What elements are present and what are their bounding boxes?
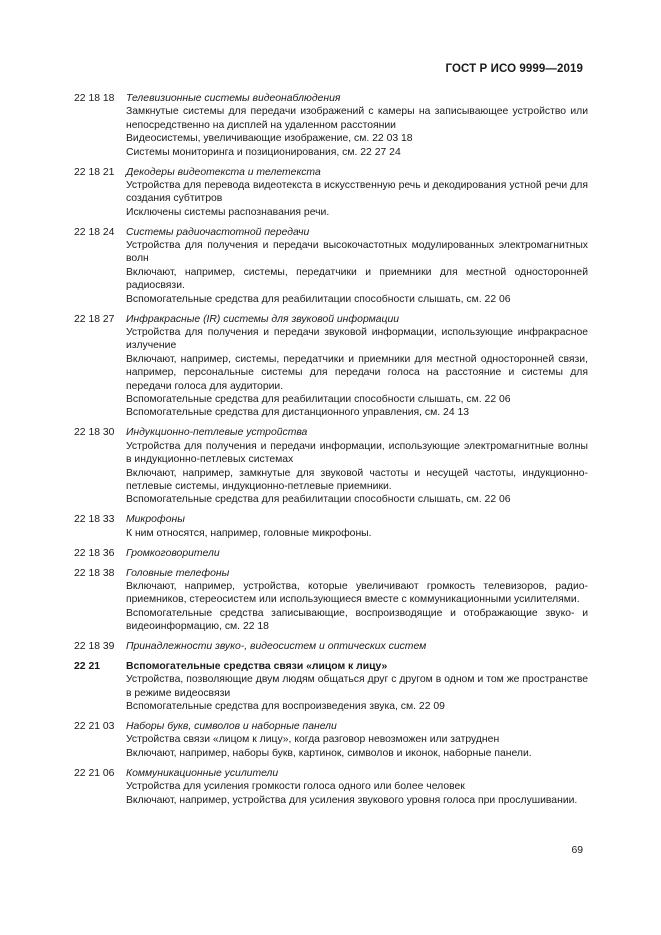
entry-title: Системы радиочастотной передачи [126,226,310,238]
entry-description: Устройства, позволяющие двум людям общаться друг с другом в одном и том же пространстве в режиме видеосвязи [126,674,588,699]
entry-body [126,720,588,760]
entry-title: Громкоговорители [126,547,220,559]
classification-entry [74,92,588,159]
entry-description: Устройства связи «лицом к лицу», когда разговор невозможен или затруднен [126,734,500,746]
entry-title: Индукционно-петлевые устройства [126,427,308,439]
entry-code: 22 18 30 [74,427,115,439]
document-header: ГОСТ Р ИСО 9999—2019 [445,63,583,75]
entry-code: 22 18 24 [74,226,115,238]
entry-description: Системы мониторинга и позиционирования, см. 22 27 24 [126,146,401,158]
entry-description: Вспомогательные средства для реабилитации способности слышать, см. 22 06 [126,394,511,406]
entry-body [126,767,588,807]
entry-description: Вспомогательные средства для реабилитации способности слышать, см. 22 06 [126,494,511,506]
classification-entry [74,313,588,420]
entry-description: Устройства для перевода видеотекста в искусственную речь и декодирования устной речи для создания субтитров [126,179,588,205]
entry-code: 22 18 21 [74,166,115,178]
entry-code: 22 18 18 [74,93,115,104]
entry-code: 22 18 39 [74,641,115,653]
entry-body [126,640,588,653]
entry-description: Вспомогательные средства для реабилитации способности слышать, см. 22 06 [126,293,511,305]
entry-description: Включают, например, устройства, которые увеличивают громкость телевизоров, радиоприемников, стереосистем или использующиеся вместе с коммуникационными усилителями. [126,580,588,606]
classification-entry [74,640,588,653]
entry-description: Вспомогательные средства для дистанционного управления, см. 24 13 [126,407,470,419]
entry-code: 22 18 33 [74,514,115,526]
classification-list [74,92,588,814]
entry-description: Включают, например, системы, передатчики и приемники для местной односторонней связи, например, персональные системы для передачи голоса на расстояние и системы для передачи голоса для аудитории. [126,353,588,392]
entry-description: Замкнутые системы для передачи изображений с камеры на записывающее устройство или непосредственно на дисплей на удаленном расстоянии [126,106,588,131]
classification-entry [74,567,588,634]
entry-body [126,547,588,560]
classification-entry [74,426,588,506]
entry-description: Включают, например, наборы букв, картинок, символов и иконок, наборные панели. [126,747,532,759]
classification-entry [74,166,588,220]
entry-code: 22 21 06 [74,767,115,779]
entry-body [126,226,588,306]
entry-title: Телевизионные системы видеонаблюдения [126,93,341,104]
entry-body [126,166,588,220]
entry-body [126,426,588,506]
entry-title: Инфракрасные (IR) системы для звуковой информации [126,313,400,325]
entry-description: Включают, например, устройства для усиления звукового уровня голоса при прослушивании. [126,794,578,806]
entry-title: Принадлежности звуко-, видеосистем и оптических систем [126,641,427,653]
classification-entry [74,660,588,714]
classification-entry [74,226,588,306]
entry-code: 22 21 [74,660,101,672]
page-number: 69 [571,845,583,856]
entry-title: Головные телефоны [126,567,230,579]
entry-body [126,567,588,634]
entry-description: Включают, например, замкнутые для звуковой частоты и несущей частоты, индукционно-петлевые системы, индукционно-петлевые приемники. [126,467,588,492]
classification-entry [74,767,588,807]
entry-title: Декодеры видеотекста и телетекста [126,166,321,178]
entry-description: Устройства для получения и передачи информации, использующие электромагнитные волны в индукционно-петлевых системах [126,440,588,466]
entry-title: Наборы букв, символов и наборные панели [126,721,337,733]
entry-code: 22 18 38 [74,567,115,579]
entry-description: Включают, например, системы, передатчики и приемники для местной односторонней радиосвязи. [126,266,588,292]
entry-description: Устройства для получения и передачи высокочастотных модулированных электромагнитных волн [126,240,588,265]
entry-description: Исключены системы распознавания речи. [126,206,330,218]
entry-description: Устройства для усиления громкости голоса одного или более человек [126,781,465,793]
entry-title: Вспомогательные средства связи «лицом к лицу» [126,660,388,672]
entry-body [126,313,588,420]
entry-description: Вспомогательные средства записывающие, воспроизводящие и отображающие звуко- и видеоинформацию, см. 22 18 [126,607,588,633]
entry-description: Вспомогательные средства для воспроизведения звука, см. 22 09 [126,701,445,713]
entry-description: Устройства для получения и передачи звуковой информации, использующие инфракрасное излучение [126,327,588,352]
entry-description: К ним относятся, например, головные микрофоны. [126,527,372,539]
entry-body [126,92,588,159]
classification-entry [74,720,588,760]
entry-title: Коммуникационные усилители [126,767,279,779]
classification-entry [74,547,588,560]
entry-title: Микрофоны [126,514,185,526]
entry-code: 22 18 36 [74,547,115,559]
classification-entry [74,513,588,540]
entry-body [126,660,588,714]
entry-code: 22 18 27 [74,313,115,325]
entry-body [126,513,588,540]
entry-code: 22 21 03 [74,721,115,733]
entry-description: Видеосистемы, увеличивающие изображение, см. 22 03 18 [126,133,413,145]
